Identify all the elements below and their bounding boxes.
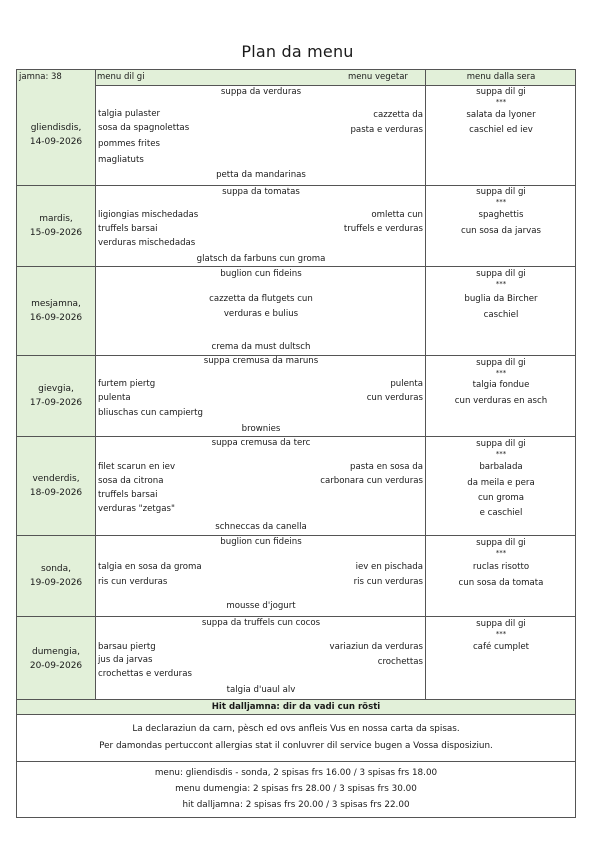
evening-item: cun groma [477,493,525,503]
menu-item: ligiongias mischedadas [98,210,199,220]
day-name: sonda, [41,564,71,574]
menu-item: furtem piertg [98,379,156,389]
evening-item: *** [495,280,507,288]
menu-table [16,69,576,818]
evening-item: suppa dil gi [476,87,526,97]
menu-item: pulenta [98,393,131,403]
menu-item: ris cun verduras [98,577,168,587]
menu-item: truffels barsai [98,224,158,234]
col-veg-menu: menu vegetar [348,71,408,82]
evening-item: da meila e pera [467,478,535,488]
allergy-note: Per damondas pertuccont allergias stat il conluvrer dil service bugen a Vossa disposiziun. [99,741,493,751]
evening-item: spaghettis [478,210,524,220]
day-date: 19-09-2026 [29,578,83,588]
table-header [17,70,575,86]
evening-item: *** [495,98,507,106]
day-cell [17,186,95,266]
evening-item: barbalada [479,462,523,472]
veg-item: cazzetta da [373,110,423,120]
evening-item: ruclas risotto [472,562,530,572]
veg-item: carbonara cun verduras [320,476,423,486]
divider [95,70,96,700]
evening-item: buglia da Bircher [464,294,538,304]
dessert-item: talgia d'uaul alv [226,685,296,695]
day-date: 15-09-2026 [29,228,83,238]
evening-item: *** [495,369,507,377]
col-evening-menu: menu dalla sera [466,71,536,82]
soup-item: suppa cremusa da maruns [203,356,319,366]
menu-item: pommes frites [98,139,161,149]
veg-item: cun verduras [366,393,423,403]
menu-item: barsau piertg [98,642,156,652]
dessert-item: brownies [241,424,281,434]
veg-item: crochettas [377,657,423,667]
hit-of-week: Hit dalljamna: dir da vadi cun rösti [17,700,575,714]
menu-item: talgia pulaster [98,109,161,119]
veg-item: iev en pischada [355,562,423,572]
evening-item: suppa dil gi [476,619,526,629]
soup-item: suppa da verduras [220,87,302,97]
veg-item: truffels e verduras [343,224,423,234]
day-cell [17,85,95,185]
menu-item: truffels barsai [98,490,158,500]
soup-item: suppa da truffels cun cocos [201,618,321,628]
day-name: gievgia, [38,384,74,394]
menu-item: talgia en sosa da groma [98,562,202,572]
divider [425,70,426,700]
day-cell [17,267,95,355]
soup-item: suppa cremusa da terc [211,438,311,448]
menu-item: jus da jarvas [98,655,153,665]
menu-item: bliuschas cun campiertg [98,408,204,418]
evening-item: cun sosa da jarvas [460,226,542,236]
day-name: gliendisdis, [30,123,82,133]
menu-item: filet scarun en iev [98,462,176,472]
soup-item: buglion cun fideins [220,537,302,547]
price-line: menu: gliendisdis - sonda, 2 spisas frs 16.00 / 3 spisas frs 18.00 [154,768,438,778]
menu-item: crochettas e verduras [98,669,192,679]
week-label: jamna: 38 [19,71,62,82]
day-name: mesjamna, [31,299,81,309]
evening-item: caschiel ed iev [469,125,533,135]
veg-item: verduras e bulius [223,309,299,319]
meat-declaration-note: La declaraziun da carn, pèsch ed ovs anfleis Vus en nossa carta da spisas. [132,724,460,734]
dessert-item: glatsch da farbuns cun groma [196,254,326,264]
evening-item: *** [495,630,507,638]
day-name: dumengia, [31,646,80,657]
dessert-item: mousse d'jogurt [226,601,296,611]
evening-item: suppa dil gi [476,439,526,449]
evening-item: suppa dil gi [476,538,526,548]
evening-item: e caschiel [479,508,523,518]
row-divider [17,761,575,762]
dessert-item: petta da mandarinas [216,170,306,180]
veg-item: pasta en sosa da [350,462,423,472]
day-date: 17-09-2026 [29,398,83,408]
dessert-item: schneccas da canella [215,522,307,532]
day-name: venderdis, [32,474,80,484]
menu-item: sosa da spagnolettas [98,123,190,133]
evening-item: talgia fondue [472,380,530,390]
evening-item: cun sosa da tomata [458,578,544,588]
price-line: menu dumengia: 2 spisas frs 28.00 / 3 spisas frs 30.00 [175,784,417,794]
veg-item: pulenta [390,379,423,389]
evening-item: suppa dil gi [476,358,526,368]
evening-item: *** [495,198,507,206]
row-divider [17,714,575,715]
menu-item: verduras mischedadas [98,238,196,248]
soup-item: suppa da tomatas [222,187,300,197]
page-title: Plan da menu [241,42,354,61]
veg-item: omletta cun [371,210,423,220]
day-date: 18-09-2026 [29,488,83,498]
menu-item: magliatuts [98,155,144,165]
day-cell [17,536,95,616]
menu-item: sosa da citrona [98,476,164,486]
evening-item: café cumplet [472,642,530,652]
day-name: mardis, [39,214,73,224]
day-cell [17,617,95,700]
menu-item: verduras "zetgas" [98,504,175,514]
dessert-item: crema da must dultsch [211,342,311,352]
evening-item: caschiel [483,310,519,320]
veg-item: pasta e verduras [350,125,423,135]
veg-item: cazzetta da flutgets cun [209,294,313,304]
day-date: 14-09-2026 [29,137,83,147]
col-day-menu: menu dil gi [97,71,145,82]
day-date: 16-09-2026 [29,313,83,323]
veg-item: ris cun verduras [353,577,423,587]
evening-item: *** [495,549,507,557]
veg-item: variaziun da verduras [329,642,423,652]
day-cell [17,356,95,436]
evening-item: suppa dil gi [476,187,526,197]
evening-item: salata da lyoner [466,110,536,120]
evening-item: cun verduras en asch [454,396,548,406]
day-cell [17,437,95,535]
evening-item: *** [495,450,507,458]
evening-item: suppa dil gi [476,269,526,279]
price-line: hit dalljamna: 2 spisas frs 20.00 / 3 spisas frs 22.00 [182,800,410,810]
soup-item: buglion cun fideins [220,269,302,279]
day-date: 20-09-2026 [29,660,83,671]
